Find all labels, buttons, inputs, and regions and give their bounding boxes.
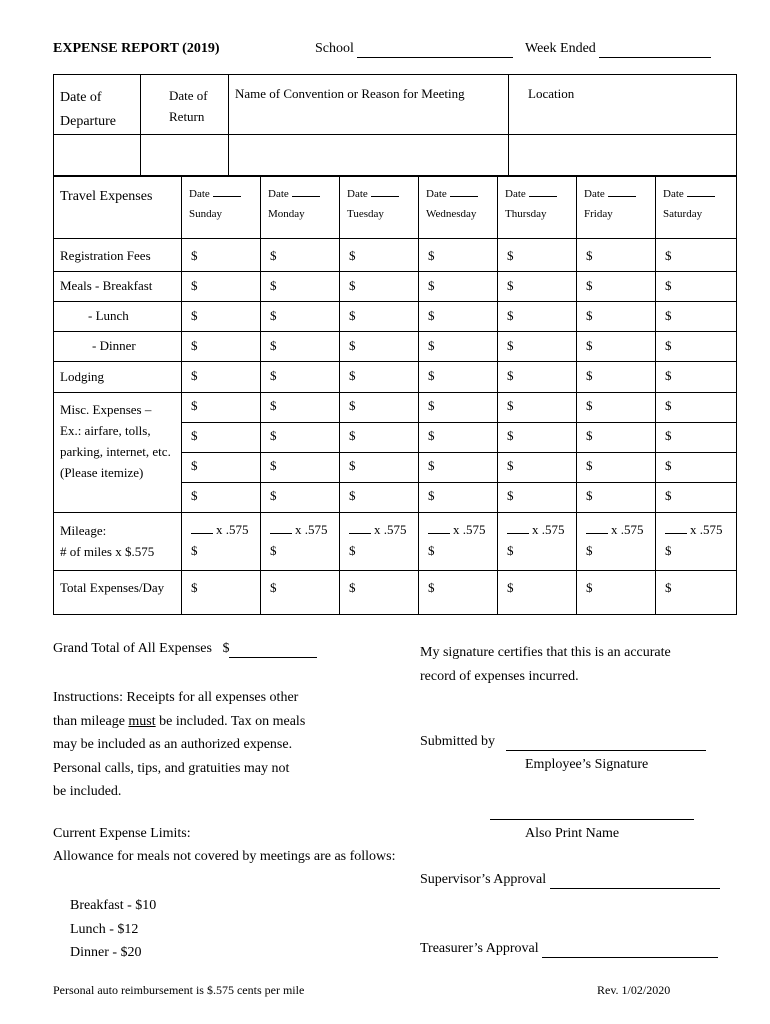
print-name-field[interactable] (490, 819, 694, 820)
school-field[interactable] (357, 41, 513, 58)
amount-breakfast-friday[interactable]: $ (586, 278, 593, 293)
amount-misc-3-monday[interactable]: $ (270, 458, 277, 473)
limit-item: Lunch - $12 (70, 921, 139, 937)
amount-dinner-wednesday[interactable]: $ (428, 338, 435, 353)
amount-misc-4-tuesday[interactable]: $ (349, 488, 356, 503)
date-field[interactable] (292, 196, 320, 197)
week-ended-field[interactable] (599, 41, 711, 58)
amount-lunch-wednesday[interactable]: $ (428, 308, 435, 323)
amount-registration-wednesday[interactable]: $ (428, 248, 435, 263)
grand-total: Grand Total of All Expenses $ (53, 641, 317, 658)
amount-misc-3-saturday[interactable]: $ (665, 458, 672, 473)
amount-lodging-tuesday[interactable]: $ (349, 368, 356, 383)
amount-breakfast-saturday[interactable]: $ (665, 278, 672, 293)
amount-registration-saturday[interactable]: $ (665, 248, 672, 263)
amount-misc-2-monday[interactable]: $ (270, 428, 277, 443)
amount-breakfast-wednesday[interactable]: $ (428, 278, 435, 293)
day-header-thursday: Date Thursday (505, 184, 557, 224)
day-header-friday: Date Friday (584, 184, 636, 224)
amount-misc-4-sunday[interactable]: $ (191, 488, 198, 503)
certification-text: My signature certifies that this is an accurate record of expenses incurred. (420, 645, 671, 684)
col-departure-header: Date of Departure (60, 90, 116, 129)
amount-total-friday[interactable]: $ (586, 580, 593, 595)
amount-breakfast-tuesday[interactable]: $ (349, 278, 356, 293)
amount-lodging-wednesday[interactable]: $ (428, 368, 435, 383)
amount-registration-monday[interactable]: $ (270, 248, 277, 263)
week-ended-label: Week Ended (525, 41, 711, 58)
miles-field[interactable] (191, 533, 213, 534)
amount-misc-1-friday[interactable]: $ (586, 398, 593, 413)
treasurer-approval: Treasurer’s Approval (420, 941, 718, 958)
amount-misc-1-thursday[interactable]: $ (507, 398, 514, 413)
registration-fees-label: Registration Fees (60, 248, 151, 263)
supervisor-approval: Supervisor’s Approval (420, 872, 720, 889)
miles-field[interactable] (586, 533, 608, 534)
amount-registration-tuesday[interactable]: $ (349, 248, 356, 263)
amount-misc-2-wednesday[interactable]: $ (428, 428, 435, 443)
date-field[interactable] (608, 196, 636, 197)
supervisor-approval-field[interactable] (550, 872, 720, 889)
amount-misc-1-sunday[interactable]: $ (191, 398, 198, 413)
amount-lunch-monday[interactable]: $ (270, 308, 277, 323)
amount-misc-2-tuesday[interactable]: $ (349, 428, 356, 443)
date-field[interactable] (687, 196, 715, 197)
amount-registration-sunday[interactable]: $ (191, 248, 198, 263)
employee-signature-field[interactable] (506, 734, 706, 751)
amount-misc-3-thursday[interactable]: $ (507, 458, 514, 473)
meals-dinner-label: - Dinner (92, 338, 136, 353)
day-header-wednesday: Date Wednesday (426, 188, 477, 220)
amount-misc-4-monday[interactable]: $ (270, 488, 277, 503)
employee-signature-label: Employee’s Signature (525, 757, 649, 772)
amount-dinner-saturday[interactable]: $ (665, 338, 672, 353)
day-header-sunday: Date Sunday (189, 184, 241, 224)
amount-misc-2-friday[interactable]: $ (586, 428, 593, 443)
meals-lunch-label: - Lunch (88, 308, 129, 323)
amount-misc-4-friday[interactable]: $ (586, 488, 593, 503)
amount-registration-friday[interactable]: $ (586, 248, 593, 263)
amount-misc-4-wednesday[interactable]: $ (428, 488, 435, 503)
mileage-cell-thursday[interactable]: x .575 $ (507, 522, 565, 558)
amount-total-monday[interactable]: $ (270, 580, 277, 595)
amount-breakfast-sunday[interactable]: $ (191, 278, 198, 293)
date-field[interactable] (213, 196, 241, 197)
amount-dinner-monday[interactable]: $ (270, 338, 277, 353)
amount-lodging-monday[interactable]: $ (270, 368, 277, 383)
date-field[interactable] (450, 196, 478, 197)
instructions: Instructions: Receipts for all expenses other than mileage must be included. Tax on meals may be included as an authorized expense. Personal calls, tips, and gratuities may not be included. (53, 690, 306, 799)
limit-item: Breakfast - $10 (70, 898, 157, 913)
return-date-input[interactable] (141, 135, 228, 175)
amount-lunch-saturday[interactable]: $ (665, 308, 672, 323)
school-label: School (315, 41, 513, 58)
miles-field[interactable] (507, 533, 529, 534)
amount-dinner-thursday[interactable]: $ (507, 338, 514, 353)
revision-label: Rev. 1/02/2020 (597, 983, 671, 997)
lodging-label: Lodging (60, 369, 105, 384)
amount-misc-4-saturday[interactable]: $ (665, 488, 672, 503)
amount-total-wednesday[interactable]: $ (428, 580, 435, 595)
limit-item: Dinner - $20 (70, 945, 142, 960)
amount-lunch-thursday[interactable]: $ (507, 308, 514, 323)
treasurer-approval-field[interactable] (542, 941, 718, 958)
amount-dinner-friday[interactable]: $ (586, 338, 593, 353)
amount-total-saturday[interactable]: $ (665, 580, 672, 595)
amount-registration-thursday[interactable]: $ (507, 248, 514, 263)
location-input[interactable] (509, 135, 737, 175)
amount-total-thursday[interactable]: $ (507, 580, 514, 595)
limits-desc: Allowance for meals not covered by meetings are as follows: (53, 849, 396, 864)
date-field[interactable] (371, 196, 399, 197)
amount-total-sunday[interactable]: $ (191, 580, 198, 595)
amount-misc-3-wednesday[interactable]: $ (428, 458, 435, 473)
miles-field[interactable] (270, 533, 292, 534)
reason-input[interactable] (229, 135, 508, 175)
amount-lodging-friday[interactable]: $ (586, 368, 593, 383)
miles-field[interactable] (349, 533, 371, 534)
auto-reimbursement-note: Personal auto reimbursement is $.575 cents per mile (53, 983, 305, 997)
amount-misc-1-wednesday[interactable]: $ (428, 398, 435, 413)
amount-misc-3-friday[interactable]: $ (586, 458, 593, 473)
date-field[interactable] (529, 196, 557, 197)
mileage-cell-saturday[interactable]: x .575 $ (665, 522, 723, 558)
grand-total-field[interactable] (229, 641, 317, 658)
day-header-monday: Date Monday (268, 184, 320, 224)
mileage-label: Mileage: # of miles x $.575 (60, 523, 155, 559)
amount-lodging-thursday[interactable]: $ (507, 368, 514, 383)
amount-misc-1-saturday[interactable]: $ (665, 398, 672, 413)
mileage-cell-wednesday[interactable]: x .575 $ (428, 522, 486, 558)
travel-expenses-header: Travel Expenses (60, 189, 153, 204)
amount-total-tuesday[interactable]: $ (349, 580, 356, 595)
mileage-cell-sunday[interactable]: x .575 $ (191, 522, 249, 558)
miles-field[interactable] (428, 533, 450, 534)
amount-misc-2-thursday[interactable]: $ (507, 428, 514, 443)
col-return-header: Date of Return (169, 88, 208, 124)
page-title: EXPENSE REPORT (2019) (53, 41, 220, 56)
also-print-name-label: Also Print Name (525, 826, 620, 841)
amount-lunch-sunday[interactable]: $ (191, 308, 198, 323)
mileage-cell-monday[interactable]: x .575 $ (270, 522, 328, 558)
mileage-cell-tuesday[interactable]: x .575 $ (349, 522, 407, 558)
total-expenses-label: Total Expenses/Day (60, 580, 165, 595)
limits-list (70, 894, 156, 965)
amount-misc-4-thursday[interactable]: $ (507, 488, 514, 503)
amount-lunch-tuesday[interactable]: $ (349, 308, 356, 323)
amount-misc-3-tuesday[interactable]: $ (349, 458, 356, 473)
amount-misc-2-saturday[interactable]: $ (665, 428, 672, 443)
miles-field[interactable] (665, 533, 687, 534)
limits-title: Current Expense Limits: (53, 826, 191, 841)
amount-misc-3-sunday[interactable]: $ (191, 458, 198, 473)
amount-misc-1-monday[interactable]: $ (270, 398, 277, 413)
departure-date-input[interactable] (54, 135, 140, 175)
col-location-header: Location (528, 86, 575, 101)
amount-lodging-saturday[interactable]: $ (665, 368, 672, 383)
amount-dinner-sunday[interactable]: $ (191, 338, 198, 353)
amount-lodging-sunday[interactable]: $ (191, 368, 198, 383)
day-header-saturday: Date Saturday (663, 184, 715, 224)
amount-lunch-friday[interactable]: $ (586, 308, 593, 323)
day-header-tuesday: Date Tuesday (347, 184, 399, 224)
mileage-cell-friday[interactable]: x .575 $ (586, 522, 644, 558)
submitted-by: Submitted by (420, 734, 706, 751)
amount-breakfast-thursday[interactable]: $ (507, 278, 514, 293)
amount-breakfast-monday[interactable]: $ (270, 278, 277, 293)
amount-misc-2-sunday[interactable]: $ (191, 428, 198, 443)
amount-misc-1-tuesday[interactable]: $ (349, 398, 356, 413)
amount-dinner-tuesday[interactable]: $ (349, 338, 356, 353)
meals-breakfast-label: Meals - Breakfast (60, 278, 153, 293)
misc-expenses-label: Misc. Expenses – Ex.: airfare, tolls, parking, internet, etc. (Please itemize) (60, 402, 171, 480)
col-reason-header: Name of Convention or Reason for Meeting (235, 86, 465, 101)
